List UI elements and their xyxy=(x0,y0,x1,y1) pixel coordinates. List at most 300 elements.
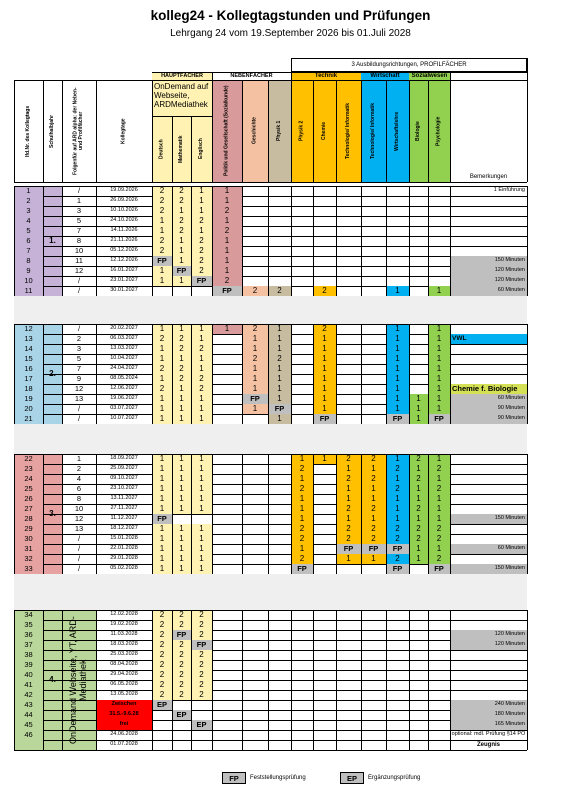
grid-line xyxy=(43,80,44,182)
row-number: 30 xyxy=(24,534,33,544)
row-date: 18.12.2027 xyxy=(110,525,138,532)
cell-en: EP xyxy=(191,720,212,730)
row-date: 12.12.2026 xyxy=(110,257,138,264)
cell-de: 2 xyxy=(152,630,172,640)
cell-ma: 2 xyxy=(172,690,191,700)
grid-line xyxy=(212,72,213,182)
grid-line xyxy=(172,116,173,182)
grid-line xyxy=(242,186,243,296)
cell-ti: 1 xyxy=(336,484,361,494)
cell-ma: 2 xyxy=(172,670,191,680)
grid-line xyxy=(96,324,97,424)
grid-line xyxy=(409,186,410,296)
grid-line xyxy=(96,80,97,182)
grid-line xyxy=(14,186,15,296)
cell-ch: 1 xyxy=(313,394,336,404)
cell-ps: 1 xyxy=(428,404,450,414)
page-subtitle: Lehrgang 24 vom 19.September 2026 bis 01.Juli 2028 xyxy=(170,28,411,39)
grid-line xyxy=(14,454,15,574)
cell-ge: 2 xyxy=(242,354,268,364)
cell-po: 1 xyxy=(212,186,242,196)
row-date: 01.07.2028 xyxy=(110,741,138,748)
grid-line xyxy=(96,610,97,750)
row-number: 21 xyxy=(24,414,33,424)
row-date: 05.02.2028 xyxy=(110,565,138,572)
cell-bi: 1 xyxy=(409,544,428,554)
grid-line xyxy=(191,324,192,424)
grid-line xyxy=(291,58,292,182)
cell-ch: 1 xyxy=(313,364,336,374)
cell-ma: EP xyxy=(172,710,191,720)
row-folge: 7 xyxy=(76,226,82,236)
cell-wl: 1 xyxy=(386,364,409,374)
row-bemerkung: Chemie f. Biologie xyxy=(450,384,527,394)
cell-ge: 2 xyxy=(242,286,268,296)
cell-ps: 2 xyxy=(428,484,450,494)
row-date: 14.11.2026 xyxy=(110,227,138,234)
grid-line xyxy=(450,454,451,574)
row-number: 31 xyxy=(24,544,33,554)
cell-en: 2 xyxy=(191,660,212,670)
grid-line xyxy=(313,80,314,182)
cell-wl: 1 xyxy=(386,404,409,414)
row-date: 19.02.2028 xyxy=(110,621,138,628)
page-title: kolleg24 - Kollegtagstunden und Prüfungen xyxy=(150,8,431,23)
row-folge: 5 xyxy=(76,216,82,226)
row-date: 16.01.2027 xyxy=(110,267,138,274)
row-folge: 5 xyxy=(76,354,82,364)
cell-en: FP xyxy=(191,640,212,650)
row-number: 27 xyxy=(24,504,33,514)
row-folge: 3 xyxy=(76,344,82,354)
row-number: 38 xyxy=(24,650,33,660)
grid-line xyxy=(313,610,314,750)
row-bemerkung: 120 Minuten xyxy=(450,630,527,640)
row-date: 10.07.2027 xyxy=(110,415,138,422)
grid-line xyxy=(43,610,44,750)
grid-line xyxy=(527,324,528,424)
row-date: 30.01.2027 xyxy=(110,287,138,294)
cell-de: 2 xyxy=(152,196,172,206)
row-folge: 11 xyxy=(75,256,83,266)
grid-line xyxy=(43,324,44,424)
cell-ma: 2 xyxy=(172,226,191,236)
cell-ge: 1 xyxy=(242,384,268,394)
header-col-0: lfd.Nr. des Kollegtags xyxy=(24,105,31,157)
row-bemerkung: 1 Einführung xyxy=(493,187,525,194)
cell-en: 2 xyxy=(191,266,212,276)
cell-bi: 1 xyxy=(409,394,428,404)
grid-line xyxy=(212,324,213,424)
cell-po: FP xyxy=(212,286,242,296)
row-date: 09.10.2027 xyxy=(110,475,138,482)
header-col-3: Kollegtage xyxy=(120,118,127,144)
header-col-8: Geschichte xyxy=(242,80,268,182)
row-date: 08.05.2024 xyxy=(110,375,138,382)
grid-line xyxy=(62,324,63,424)
row-number: 45 xyxy=(24,720,33,730)
grid-line xyxy=(152,72,527,73)
row-date: 29.01.2028 xyxy=(110,555,138,562)
cell-ma: 2 xyxy=(172,640,191,650)
cell-po: 1 xyxy=(212,236,242,246)
grid-line xyxy=(212,186,213,296)
cell-p2: 1 xyxy=(291,504,313,514)
row-date: 24.10.2026 xyxy=(110,217,138,224)
cell-p2: 2 xyxy=(291,524,313,534)
row-bemerkung: 150 Minuten xyxy=(450,256,527,266)
cell-ti: 1 xyxy=(336,464,361,474)
row-date: 19.09.2026 xyxy=(110,187,138,194)
cell-en: 1 xyxy=(191,464,212,474)
grid-line xyxy=(242,610,243,750)
cell-po: 1 xyxy=(212,196,242,206)
cell-en: 1 xyxy=(191,196,212,206)
row-date: 27.11.2027 xyxy=(110,505,138,512)
grid-line xyxy=(152,80,153,182)
grid-line xyxy=(242,454,243,574)
grid-line xyxy=(361,80,362,182)
row-number: 17 xyxy=(24,374,33,384)
grid-line xyxy=(62,454,63,574)
cell-de: 1 xyxy=(152,276,172,286)
row-folge: 6 xyxy=(76,484,82,494)
cell-p1: FP xyxy=(268,404,291,414)
grid-line xyxy=(172,454,173,574)
cell-p2: 1 xyxy=(291,494,313,504)
grid-line xyxy=(152,116,212,117)
cell-ch: 1 xyxy=(313,344,336,354)
grid-line xyxy=(336,80,337,182)
cell-de: FP xyxy=(152,256,172,266)
cell-ma: 1 xyxy=(172,276,191,286)
cell-ma: FP xyxy=(172,630,191,640)
row-number: 3 xyxy=(26,206,31,216)
cell-p1: 1 xyxy=(268,324,291,334)
grid-line xyxy=(313,324,314,424)
cell-ma: 1 xyxy=(172,324,191,334)
row-bemerkung: 120 Minuten xyxy=(450,640,527,650)
cell-ps: 2 xyxy=(428,524,450,534)
cell-bi: 1 xyxy=(409,464,428,474)
grid-line xyxy=(14,80,15,182)
cell-wl: 1 xyxy=(386,394,409,404)
cell-ma: 1 xyxy=(172,544,191,554)
cell-de: 2 xyxy=(152,640,172,650)
row-number: 37 xyxy=(24,640,33,650)
grid-line xyxy=(152,454,153,574)
cell-en: 2 xyxy=(191,246,212,256)
grid-line xyxy=(96,186,97,296)
cell-t2: 1 xyxy=(361,554,386,564)
cell-po: 2 xyxy=(212,276,242,286)
grid-line xyxy=(14,750,527,751)
header-col-9: Physik 1 xyxy=(268,80,291,182)
row-number: 12 xyxy=(24,324,33,334)
cell-p1: 1 xyxy=(268,414,291,424)
row-number: 32 xyxy=(24,554,33,564)
grid-line xyxy=(450,186,451,296)
row-date: 11.03.2028 xyxy=(110,631,138,638)
cell-t2: 1 xyxy=(361,494,386,504)
cell-wl: 1 xyxy=(386,334,409,344)
cell-ma: FP xyxy=(172,266,191,276)
cell-de: 2 xyxy=(152,246,172,256)
cell-t2: 1 xyxy=(361,514,386,524)
cell-ch: 2 xyxy=(313,286,336,296)
grid-line xyxy=(336,610,337,750)
cell-en: 1 xyxy=(191,534,212,544)
cell-p2: 1 xyxy=(291,544,313,554)
cell-ge: 1 xyxy=(242,404,268,414)
grid-line xyxy=(386,454,387,574)
cell-ti: 2 xyxy=(336,524,361,534)
grid-line xyxy=(336,186,337,296)
cell-ps: 1 xyxy=(428,384,450,394)
grid-line xyxy=(62,610,63,750)
cell-ps: 1 xyxy=(428,354,450,364)
row-folge: 13 xyxy=(74,394,84,404)
row-date: 23.01.2027 xyxy=(110,277,138,284)
grid-line xyxy=(268,454,269,574)
grid-line xyxy=(152,324,153,424)
cell-ma: 2 xyxy=(172,610,191,620)
row-date: 20.02.2027 xyxy=(110,325,138,332)
cell-ge: 1 xyxy=(242,334,268,344)
row-bemerkung: 120 Minuten xyxy=(450,266,527,276)
cell-de: FP xyxy=(152,514,172,524)
row-date: 08.04.2028 xyxy=(110,661,138,668)
cell-de: 2 xyxy=(152,670,172,680)
row-folge: 8 xyxy=(76,236,82,246)
grid-line xyxy=(268,186,269,296)
cell-wl: 1 xyxy=(386,324,409,334)
row-number: 1 xyxy=(26,186,31,196)
cell-de: 2 xyxy=(152,384,172,394)
cell-de: 2 xyxy=(152,620,172,630)
cell-bi: 1 xyxy=(409,414,428,424)
semester-1-label: 1. xyxy=(49,236,56,245)
cell-ma: 2 xyxy=(172,660,191,670)
row-date: 21.11.2026 xyxy=(110,237,138,244)
cell-en: 1 xyxy=(191,494,212,504)
cell-t2: 2 xyxy=(361,454,386,464)
grid-line xyxy=(313,186,314,296)
legend-fp-swatch: FP xyxy=(222,772,246,784)
cell-de: 1 xyxy=(152,494,172,504)
grid-line xyxy=(291,610,292,750)
cell-wl: 2 xyxy=(386,484,409,494)
header-profil-group: 3 Ausbildungsrichtungen, PROFILFÄCHER xyxy=(291,58,527,72)
row-number: 44 xyxy=(24,710,33,720)
grid-line xyxy=(172,324,173,424)
grid-line xyxy=(43,186,44,296)
cell-p1: 2 xyxy=(268,286,291,296)
cell-de: 1 xyxy=(152,374,172,384)
cell-wl: 2 xyxy=(386,554,409,564)
row-date: 10.04.2027 xyxy=(110,355,138,362)
grid-line xyxy=(268,610,269,750)
cell-ma: 2 xyxy=(172,650,191,660)
grid-line xyxy=(428,610,429,750)
row-bemerkung: VWL xyxy=(450,334,527,344)
grid-line xyxy=(152,610,153,750)
grid-line xyxy=(242,80,243,182)
cell-ge: 2 xyxy=(242,324,268,334)
legend-fp xyxy=(222,772,306,784)
row-bemerkung: 90 Minuten xyxy=(450,404,527,414)
row-number: 42 xyxy=(24,690,33,700)
row-bemerkung: 60 Minuten xyxy=(450,394,527,404)
cell-de: 1 xyxy=(152,354,172,364)
cell-p2: 1 xyxy=(291,474,313,484)
row-date: 24.04.2027 xyxy=(110,365,138,372)
cell-wl: 1 xyxy=(386,494,409,504)
cell-wl: FP xyxy=(386,564,409,574)
row-folge: 13 xyxy=(74,524,84,534)
row-date: 24.06.2028 xyxy=(110,731,138,738)
grid-line xyxy=(14,324,15,424)
cell-en: 2 xyxy=(191,620,212,630)
cell-po: 1 xyxy=(212,266,242,276)
cell-de: 1 xyxy=(152,474,172,484)
cell-t2: 2 xyxy=(361,474,386,484)
cell-ma: 1 xyxy=(172,246,191,256)
header-col-10: Physik 2 xyxy=(291,80,313,182)
header-bemerkungen: Bemerkungen xyxy=(469,174,508,180)
cell-p1: 1 xyxy=(268,394,291,404)
cell-ma: 1 xyxy=(172,464,191,474)
cell-en: 1 xyxy=(191,364,212,374)
row-bemerkung: 150 Minuten xyxy=(450,564,527,574)
cell-de: 1 xyxy=(152,414,172,424)
cell-de: 1 xyxy=(152,544,172,554)
row-bemerkung: 90 Minuten xyxy=(450,414,527,424)
cell-po: 2 xyxy=(212,206,242,216)
grid-line xyxy=(527,186,528,296)
row-number: 34 xyxy=(24,610,33,620)
row-number: 23 xyxy=(24,464,33,474)
legend-ep xyxy=(340,772,420,784)
grid-line xyxy=(96,454,97,574)
cell-ps: 1 xyxy=(428,324,450,334)
header-hauptfaecher: HAUPTFÄCHER xyxy=(152,72,212,80)
row-number xyxy=(14,740,43,750)
row-date: 31.5.-9.6.28 xyxy=(96,710,152,720)
cell-ps: 1 xyxy=(428,474,450,484)
cell-ps: 1 xyxy=(428,454,450,464)
grid-line xyxy=(336,454,337,574)
cell-t2: 2 xyxy=(361,504,386,514)
cell-wl: 1 xyxy=(386,454,409,464)
row-number: 41 xyxy=(24,680,33,690)
cell-ps: FP xyxy=(428,414,450,424)
row-folge: 7 xyxy=(76,364,82,374)
row-bemerkung: 165 Minuten xyxy=(450,720,527,730)
cell-ma: 2 xyxy=(172,216,191,226)
row-folge: 10 xyxy=(74,246,84,256)
header-ondemand: OnDemand auf Webseite, ARDMediathek xyxy=(152,80,212,116)
row-number: 6 xyxy=(26,236,31,246)
grid-line xyxy=(409,324,410,424)
cell-wl: 1 xyxy=(386,514,409,524)
cell-ps: 1 xyxy=(428,504,450,514)
grid-line xyxy=(191,116,192,182)
row-date: 19.06.2027 xyxy=(110,395,138,402)
row-bemerkung: 120 Minuten xyxy=(450,276,527,286)
cell-wl: 1 xyxy=(386,384,409,394)
row-folge: / xyxy=(77,286,81,296)
cell-wl: 1 xyxy=(386,474,409,484)
row-date: 26.09.2026 xyxy=(110,197,138,204)
row-number: 43 xyxy=(24,700,33,710)
cell-ps: 1 xyxy=(428,394,450,404)
cell-ma: 1 xyxy=(172,534,191,544)
row-number: 9 xyxy=(26,266,31,276)
grid-line xyxy=(191,610,192,750)
row-number: 29 xyxy=(24,524,33,534)
cell-bi: 1 xyxy=(409,554,428,564)
grid-line xyxy=(291,324,292,424)
row-date: 13.03.2027 xyxy=(110,345,138,352)
cell-t2: 1 xyxy=(361,464,386,474)
cell-ma: 1 xyxy=(172,524,191,534)
cell-ma: 1 xyxy=(172,394,191,404)
cell-p1: 1 xyxy=(268,374,291,384)
cell-ma: 2 xyxy=(172,374,191,384)
row-folge: / xyxy=(77,186,81,196)
row-date: Zwischen xyxy=(96,700,152,710)
cell-en: 2 xyxy=(191,650,212,660)
cell-ma: 1 xyxy=(172,554,191,564)
cell-bi: 2 xyxy=(409,504,428,514)
cell-po: 1 xyxy=(212,324,242,334)
cell-ti: 1 xyxy=(336,514,361,524)
cell-wl: 1 xyxy=(386,374,409,384)
header-col-4: Deutsch xyxy=(152,116,172,182)
cell-ps: FP xyxy=(428,564,450,574)
cell-ma: 2 xyxy=(172,334,191,344)
row-bemerkung: 150 Minuten xyxy=(450,514,527,524)
cell-p2: 1 xyxy=(291,454,313,464)
grid-line xyxy=(291,186,292,296)
cell-bi: 2 xyxy=(409,454,428,464)
cell-de: 2 xyxy=(152,610,172,620)
grid-line xyxy=(428,324,429,424)
row-number: 25 xyxy=(24,484,33,494)
cell-de: 1 xyxy=(152,484,172,494)
cell-en: 1 xyxy=(191,564,212,574)
cell-en: FP xyxy=(191,276,212,286)
cell-en: 1 xyxy=(191,206,212,216)
grid-line xyxy=(386,324,387,424)
grid-line xyxy=(409,454,410,574)
row-bemerkung: 240 Minuten xyxy=(450,700,527,710)
cell-ch: 1 xyxy=(313,454,336,464)
grid-line xyxy=(527,454,528,574)
header-col-12: Technologie/ Informatik xyxy=(336,80,361,182)
cell-de: EP xyxy=(152,700,172,710)
cell-wl: 1 xyxy=(386,354,409,364)
cell-ge: 1 xyxy=(242,374,268,384)
row-folge: / xyxy=(77,404,81,414)
row-date: 06.05.2028 xyxy=(110,681,138,688)
row-folge: 2 xyxy=(76,334,82,344)
grid-line xyxy=(172,610,173,750)
cell-ti: 1 xyxy=(336,494,361,504)
row-number: 40 xyxy=(24,670,33,680)
row-number: 24 xyxy=(24,474,33,484)
